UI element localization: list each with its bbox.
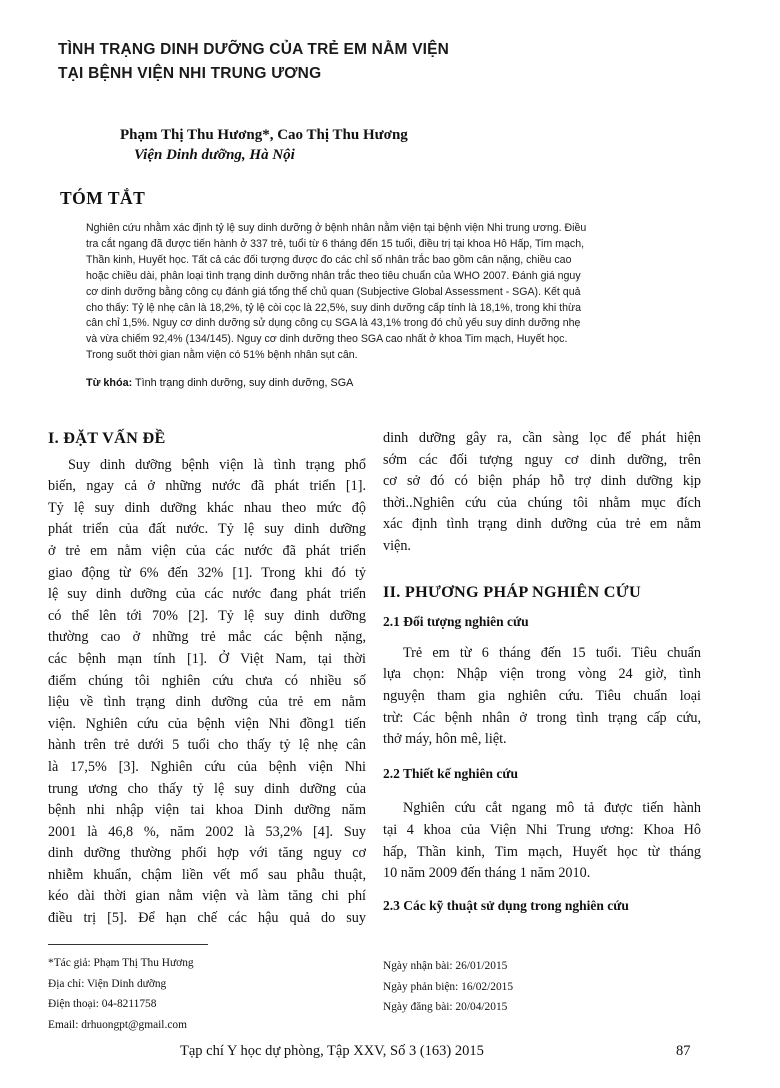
body-line: 10 năm 2009 đến tháng 1 năm 2010. (383, 865, 591, 882)
footnote-line: *Tác giả: Phạm Thị Thu Hương (48, 957, 194, 969)
abstract-line: và vừa chiếm 92,4% (134/145). Nguy cơ dinh dưỡng theo SGA cao nhất ở khoa Tim mạch, Huyết học. (86, 333, 568, 346)
body-line: Suy dinh dưỡng bệnh viện là tình trạng phổ (68, 456, 366, 473)
keywords-text: Tình trạng dinh dưỡng, suy dinh dưỡng, SGA (132, 377, 354, 389)
body-line: viện. Nghiên cứu của bệnh viện Nhi đồng1 tiến (48, 715, 366, 732)
body-line: phát triển của đất nước. Tỷ lệ suy dinh dưỡng (48, 521, 366, 538)
submission-dates-footnote (383, 956, 643, 1018)
body-line: lệ suy dinh dưỡng của các nước đang phát triển (48, 586, 366, 603)
body-line: dinh dưỡng gây ra, cần sàng lọc để phát hiện (383, 430, 701, 446)
keywords (86, 377, 353, 389)
body-line: giao động từ 6% đến 32% [1]. Trong khi đó tỷ (48, 564, 366, 581)
body-line: biến, ngay cả ở những nước đã phát triển [1]. (48, 478, 366, 495)
footnote-line: Ngày phản biện: 16/02/2015 (383, 980, 514, 993)
left-column (48, 428, 366, 930)
keywords-label: Từ khóa: (86, 377, 133, 389)
body-line: hấp, Thần kinh, Tim mạch, Huyết học từ tháng (383, 843, 701, 860)
title-line-2: TẠI BỆNH VIỆN NHI TRUNG ƯƠNG (58, 65, 322, 82)
body-line: điểm chúng tôi nghiên cứu chưa có nhiều số (48, 672, 366, 689)
body-line: trung ương cho thấy tỷ lệ suy dinh dưỡng của (48, 780, 366, 797)
abstract-line: cho thấy: Tỷ lệ nhẹ cân là 18,2%, tỷ lệ còi cọc là 22,5%, suy dinh dưỡng cấp tính là 18,1%, trong khi thừa (86, 301, 581, 314)
body-line: liệu về tình trạng dinh dưỡng của trẻ em nằm (48, 694, 366, 711)
subsection-heading-2-1: 2.1 Đối tượng nghiên cứu (383, 614, 529, 630)
footnote-divider (48, 944, 208, 945)
body-line: cơ sở đó có biện pháp hỗ trợ dinh dưỡng kịp (383, 473, 701, 490)
body-line: lựa chọn: Nhập viện trong vòng 24 giờ, tình (383, 666, 701, 683)
title-line-1: TÌNH TRẠNG DINH DƯỠNG CỦA TRẺ EM NẰM VIỆN (58, 41, 450, 58)
body-line: có thể lên tới 70% [2]. Tỷ lệ suy dinh dưỡng (48, 607, 366, 624)
body-line: ở trẻ em nằm viện của các nước đã phát triển (48, 542, 366, 559)
footnote-line: Ngày nhận bài: 26/01/2015 (383, 960, 508, 972)
body-line: thường cao ở những trẻ mắc các bệnh nặng, (48, 629, 366, 646)
body-line: trừ: Các bệnh nhân ở trong tình trạng cấp cứu, (383, 709, 701, 726)
body-line: 2001 là 46,8 %, năm 2002 là 53,2% [4]. Suy (48, 823, 366, 840)
subsection-heading-2-2: 2.2 Thiết kế nghiên cứu (383, 765, 518, 781)
abstract-line: Nghiên cứu nhằm xác định tỷ lệ suy dinh dưỡng ở bệnh nhân nằm viện tại bệnh viện Nhi trung ương. Điều (86, 222, 587, 234)
page-number: 87 (676, 1043, 691, 1059)
abstract-text (86, 221, 694, 364)
article-title (58, 38, 698, 86)
body-line: hành trên trẻ dưới 5 tuổi cho thấy tỷ lệ nhẹ cân (48, 737, 366, 754)
body-line: nguyện tham gia nghiên cứu. Tiêu chuẩn loại (383, 687, 701, 704)
body-line: bệnh nhi nhập viện tai khoa Dinh dưỡng năm (48, 802, 366, 819)
footnote-line: Ngày đăng bài: 20/04/2015 (383, 1001, 508, 1013)
abstract-line: hoặc chiều dài, phân loại tình trạng dinh dưỡng nhân trắc theo tiêu chuẩn của WHO 2007. Đánh giá nguy (86, 269, 581, 282)
right-column (383, 428, 701, 916)
section-heading-1: I. ĐẶT VẤN ĐỀ (48, 429, 166, 447)
abstract-line: cân chỉ 1,5%. Nguy cơ dinh dưỡng sử dụng công cụ SGA là 43,1% trong đó chủ yếu suy dinh dưỡng nhẹ (86, 317, 581, 330)
abstract-line: Trong suốt thời gian nằm viện có 51% bệnh nhân sụt cân. (86, 349, 358, 362)
body-line: kéo dài thời gian nằm viện và làm tăng chi phí (48, 888, 366, 905)
body-line: các bệnh mạn tính [1]. Ở Việt Nam, tại thời (48, 650, 366, 667)
body-line: Trẻ em từ 6 tháng đến 15 tuổi. Tiêu chuẩn (403, 644, 701, 661)
body-line: Nghiên cứu cắt ngang mô tả được tiến hành (403, 800, 701, 817)
body-line: dinh dưỡng thường phối hợp với tăng nguy cơ (48, 845, 366, 862)
footnote-line: Địa chỉ: Viện Dinh dưỡng (48, 977, 167, 990)
author-list: Phạm Thị Thu Hương*, Cao Thị Thu Hương (120, 127, 408, 143)
abstract-line: cơ dinh dưỡng bằng công cụ đánh giá tổng thể chủ quan (Subjective Global Assessment - SGA). Kết quả (86, 285, 581, 298)
body-line: nhiễm khuẩn, chậm liền vết mổ sau phẫu thuật, (48, 866, 366, 883)
subsection-heading-2-3: 2.3 Các kỹ thuật sử dụng trong nghiên cứu (383, 897, 629, 913)
journal-footer: Tạp chí Y học dự phòng, Tập XXV, Số 3 (163) 2015 (180, 1043, 484, 1059)
author-contact-footnote (48, 953, 348, 1035)
abstract-heading: TÓM TẮT (60, 188, 146, 208)
author-affiliation: Viện Dinh dưỡng, Hà Nội (134, 147, 295, 163)
abstract-line: Thần kinh, Huyết học. Tất cả các đối tượng được đo các chỉ số nhân trắc bao gồm cân nặng, chiều cao (86, 253, 572, 266)
body-line: tại 4 khoa của Viện Nhi Trung ương: Khoa Hô (383, 821, 701, 838)
body-line: xác định tình trạng dinh dưỡng của trẻ em nằm (383, 516, 701, 533)
body-line: sớm các đối tượng nguy cơ dinh dưỡng, trên (383, 451, 701, 468)
body-line: viện. (383, 537, 411, 554)
section-heading-2: II. PHƯƠNG PHÁP NGHIÊN CỨU (383, 582, 641, 601)
footnote-line: Điện thoại: 04-8211758 (48, 998, 157, 1010)
body-line: Tỷ lệ suy dinh dưỡng khác nhau theo mức độ (48, 499, 366, 516)
body-line: thở máy, hôn mê, liệt. (383, 731, 507, 748)
abstract-line: tra cắt ngang đã được tiến hành ở 337 trẻ, tuổi từ 6 tháng đến 15 tuổi, điều trị tại khoa Hô Hấp, Tim mạch, (86, 237, 585, 250)
footnote-line: Email: drhuongpt@gmail.com (48, 1018, 187, 1031)
body-line: là 17,5% [3]. Nghiên cứu của bệnh viện Nhi (48, 758, 366, 775)
body-line: điều trị [5]. Để hạn chế các hậu quả do suy (48, 910, 366, 927)
body-line: thời..Nghiên cứu của chúng tôi nhằm mục đích (383, 494, 701, 511)
